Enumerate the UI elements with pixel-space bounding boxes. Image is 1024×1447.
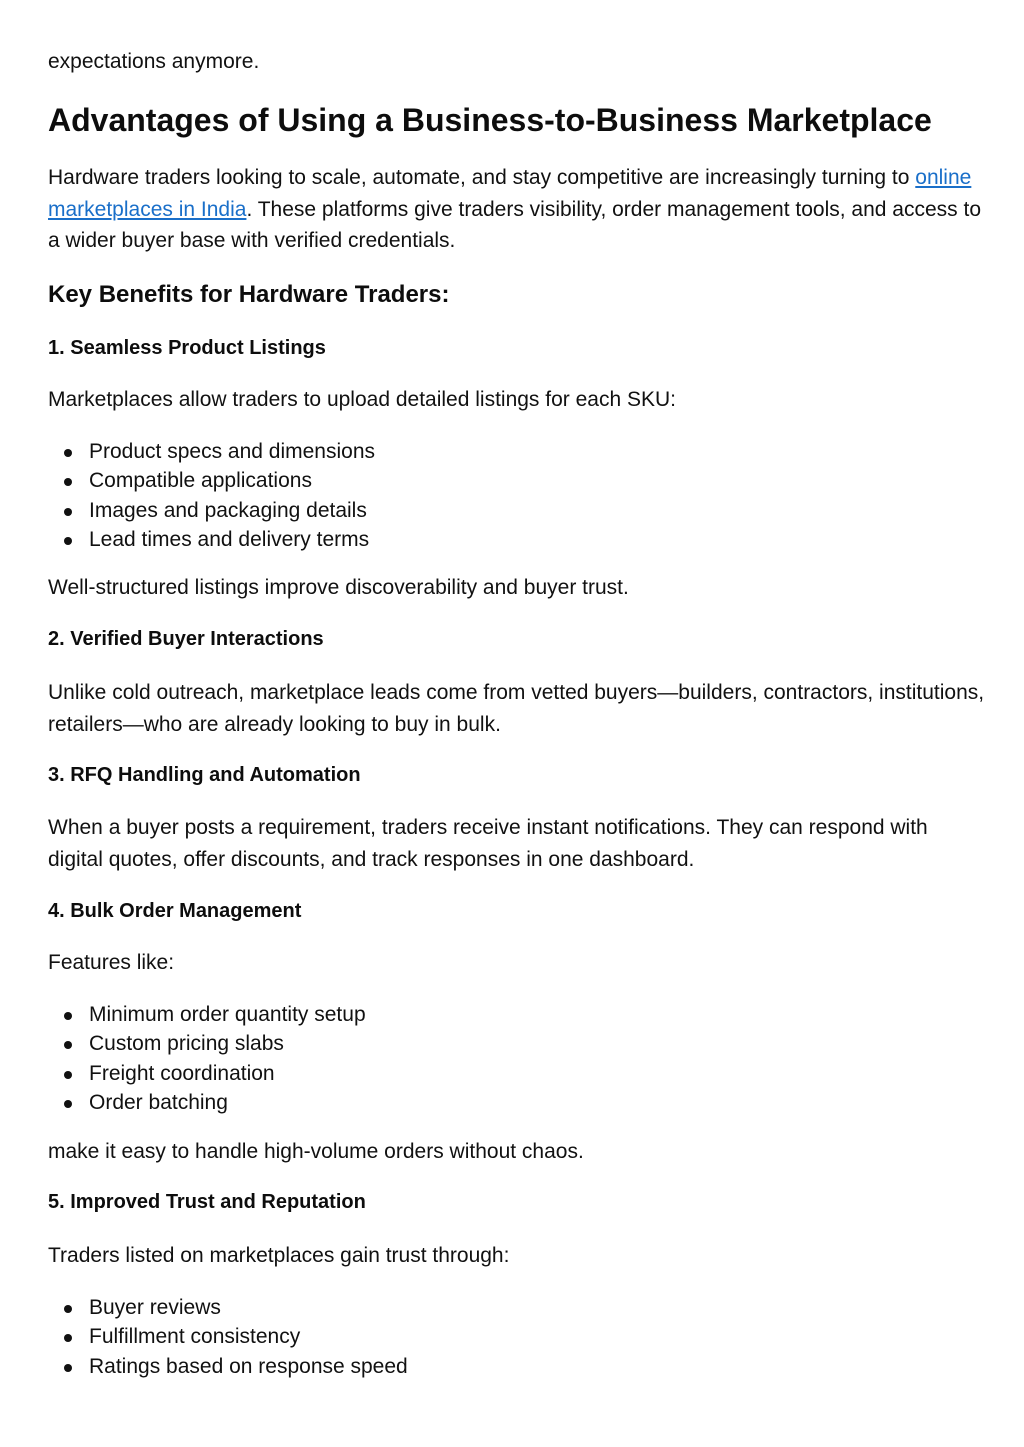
list-item: Compatible applications: [48, 466, 375, 495]
section-1-after: Well-structured listings improve discoverability and buyer trust.: [48, 576, 629, 599]
list-item: Buyer reviews: [48, 1293, 408, 1322]
section-4-title: 4. Bulk Order Management: [48, 900, 302, 922]
list-item: Order batching: [48, 1088, 366, 1117]
section-2-body: Unlike cold outreach, marketplace leads come from vetted buyers—builders, contractors, institutions, retailers—who are already looking to buy in bulk.: [48, 681, 985, 736]
section-2-title: 2. Verified Buyer Interactions: [48, 628, 324, 650]
section-4-lead: Features like:: [48, 951, 175, 974]
page-title: Advantages of Using a Business-to-Business Marketplace: [48, 102, 932, 138]
list-item: Minimum order quantity setup: [48, 1000, 366, 1029]
section-3-title: 3. RFQ Handling and Automation: [48, 764, 361, 786]
section-1-lead: Marketplaces allow traders to upload detailed listings for each SKU:: [48, 388, 676, 411]
section-1-bullet-list: [48, 437, 375, 554]
list-item: Images and packaging details: [48, 496, 375, 525]
section-4-after: make it easy to handle high-volume orders without chaos.: [48, 1140, 584, 1163]
intro-text-after-link: . These platforms give traders visibility, order management tools, and access to a wider buyer base with verified credentials.: [48, 197, 981, 252]
section-4-bullet-list: [48, 1000, 366, 1117]
intro-text-before-link: Hardware traders looking to scale, automate, and stay competitive are increasingly turning to: [48, 166, 916, 189]
list-item: Custom pricing slabs: [48, 1029, 366, 1058]
section-1-title: 1. Seamless Product Listings: [48, 337, 326, 359]
section-3-body: When a buyer posts a requirement, traders receive instant notifications. They can respond with digital quotes, offer discounts, and track responses in one dashboard.: [48, 816, 928, 871]
list-item: Ratings based on response speed: [48, 1352, 408, 1381]
intro-fragment: expectations anymore.: [48, 50, 260, 73]
section-5-lead: Traders listed on marketplaces gain trust through:: [48, 1244, 510, 1267]
list-item: Product specs and dimensions: [48, 437, 375, 466]
online-marketplaces-link[interactable]: online marketplaces in India: [48, 166, 972, 221]
list-item: Lead times and delivery terms: [48, 525, 375, 554]
list-item: Fulfillment consistency: [48, 1322, 408, 1351]
list-item: Freight coordination: [48, 1059, 366, 1088]
key-benefits-heading: Key Benefits for Hardware Traders:: [48, 281, 450, 308]
section-5-bullet-list: [48, 1293, 408, 1381]
section-5-title: 5. Improved Trust and Reputation: [48, 1191, 366, 1213]
intro-paragraph: [48, 162, 988, 257]
